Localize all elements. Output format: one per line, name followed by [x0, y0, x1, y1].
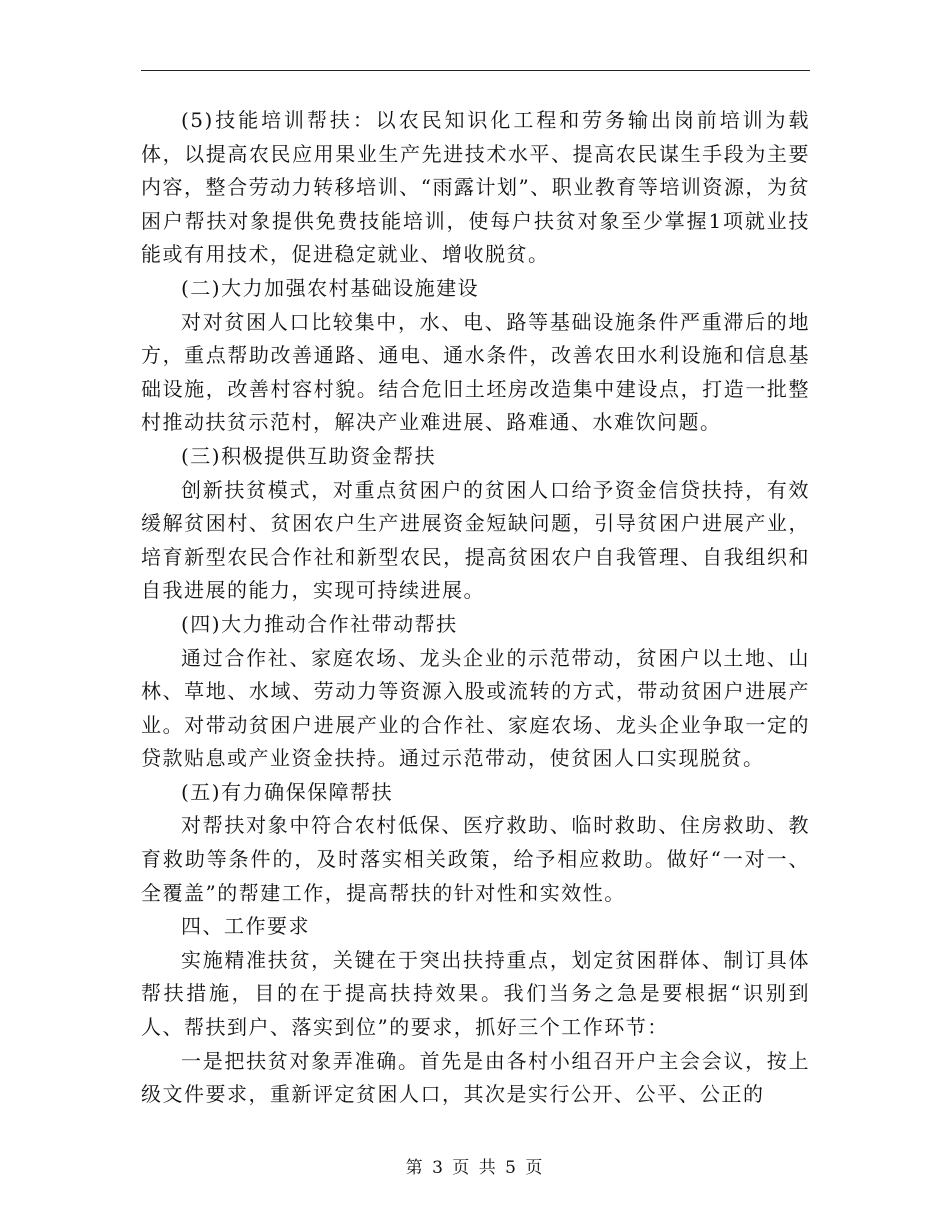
- paragraph-cooperative: 通过合作社、家庭农场、龙头企业的示范带动，贫困户以土地、山林、草地、水域、劳动力等资源入股或流转的方式，带动贫困户进展产业。对带动贫困户进展产业的合作社、家庭农场、龙头企业争取一定的贷款贴息或产业资金扶持。通过示范带动，使贫困人口实现脱贫。: [141, 645, 810, 771]
- heading-infrastructure: (二)大力加强农村基础设施建设: [181, 275, 480, 300]
- paragraph-mutual-fund: 创新扶贫模式，对重点贫困户的贫困人口给予资金信贷扶持，有效缓解贫困村、贫困农户生产进展资金短缺问题，引导贫困户进展产业，培育新型农民合作社和新型农民，提高贫困农户自我管理、自我组织和自我进展的能力，实现可持续进展。: [141, 477, 810, 603]
- paragraph-infrastructure: 对对贫困人口比较集中，水、电、路等基础设施条件严重滞后的地方，重点帮助改善通路、通电、通水条件，改善农田水利设施和信息基础设施，改善村容村貌。结合危旧土坯房改造集中建设点，打造一批整村推动扶贫示范村，解决产业难进展、路难通、水难饮问题。: [141, 309, 810, 435]
- page-number: 第 3 页 共 5 页: [405, 1158, 545, 1178]
- paragraph-work-requirements: 实施精准扶贫，关键在于突出扶持重点，划定贫困群体、制订具体帮扶措施，目的在于提高扶持效果。我们当务之急是要根据“识别到人、帮扶到户、落实到位”的要求，抓好三个工作环节：: [141, 947, 810, 1040]
- heading-mutual-fund: (三)积极提供互助资金帮扶: [181, 443, 437, 468]
- heading-security: (五)有力确保保障帮扶: [181, 779, 394, 804]
- heading-cooperative: (四)大力推动合作社带动帮扶: [181, 611, 458, 636]
- paragraph-skill-training: (5)技能培训帮扶：以农民知识化工程和劳务输出岗前培训为载体，以提高农民应用果业生产先进技术水平、提高农民谋生手段为主要内容，整合劳动力转移培训、“雨露计划”、职业教育等培训资源，为贫困户帮扶对象提供免费技能培训，使每户扶贫对象至少掌握1项就业技能或有用技术，促进稳定就业、增收脱贫。: [141, 108, 810, 267]
- document-body: [141, 104, 810, 1112]
- header-rule: [141, 70, 810, 71]
- paragraph-security: 对帮扶对象中符合农村低保、医疗救助、临时救助、住房救助、教育救助等条件的，及时落实相关政策，给予相应救助。做好“一对一、全覆盖”的帮建工作，提高帮扶的针对性和实效性。: [141, 813, 810, 905]
- paragraph-step-one: 一是把扶贫对象弄准确。首先是由各村小组召开户主会会议，按上级文件要求，重新评定贫困人口，其次是实行公开、公平、公正的: [141, 1048, 810, 1107]
- heading-work-requirements: 四、工作要求: [181, 914, 310, 939]
